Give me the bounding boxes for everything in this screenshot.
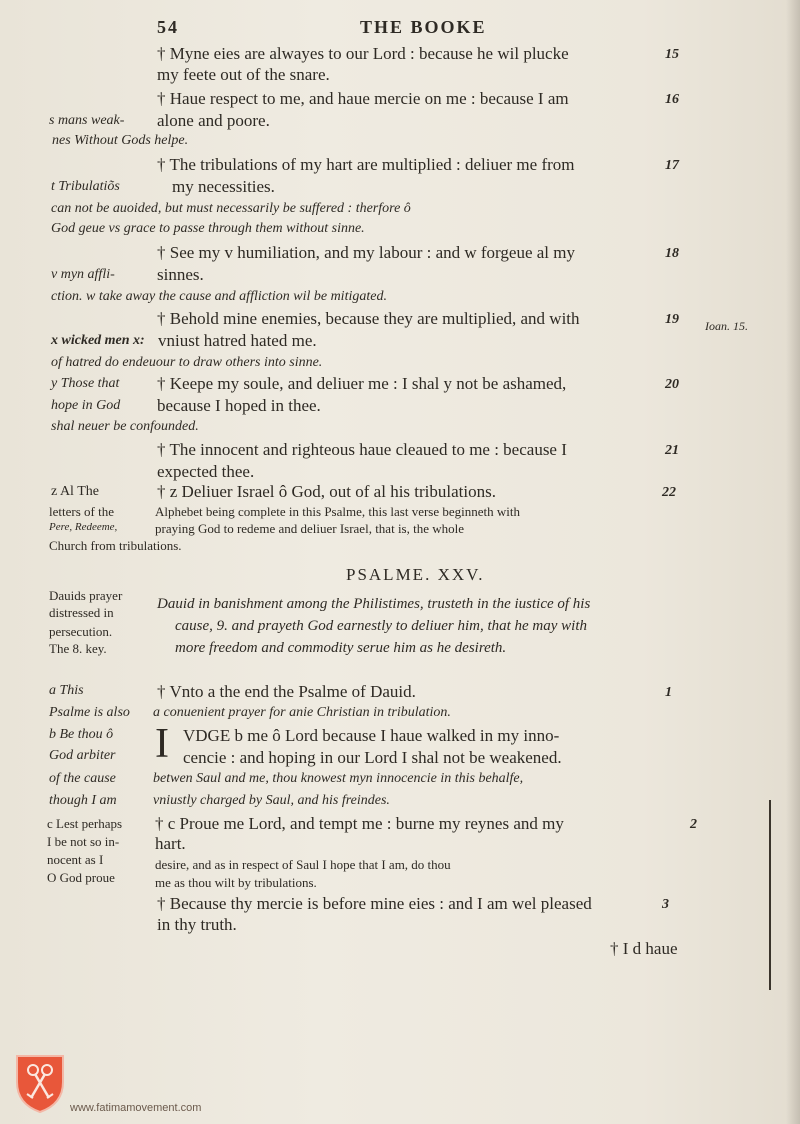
margin-gloss: x wicked men x: (51, 333, 145, 348)
verse-number: 2 (690, 817, 697, 832)
verse-line: vniust hatred hated me. (158, 331, 317, 350)
margin-gloss: of hatred do endeuour to draw others into sinne. (51, 355, 323, 370)
margin-gloss: a This (49, 683, 84, 698)
psalm-argument: more freedom and commodity serue him as he desireth. (175, 640, 507, 656)
margin-gloss: shal neuer be confounded. (51, 419, 199, 434)
margin-gloss: God arbiter (49, 748, 116, 763)
margin-gloss: letters of the (49, 504, 114, 519)
margin-gloss: I be not so in- (47, 834, 120, 849)
verse-line: expected thee. (157, 462, 255, 481)
margin-gloss: hope in God (51, 398, 121, 413)
argument-label: Dauids prayer (49, 588, 123, 603)
footer-url[interactable]: www.fatimamovement.com (70, 1102, 202, 1114)
margin-gloss: b Be thou ô (49, 727, 114, 742)
verse-number: 17 (665, 158, 679, 173)
gloss-continuation: a conuenient prayer for anie Christian in tribulation. (153, 705, 451, 720)
verse-line: because I hoped in thee. (157, 396, 321, 415)
verse-line: my feete out of the snare. (157, 65, 330, 84)
side-reference: Ioan. 15. (705, 319, 748, 333)
running-title: THE BOOKE (360, 17, 487, 37)
gloss-continuation: desire, and as in respect of Saul I hope that I am, do thou (155, 857, 451, 872)
gloss-continuation: me as thou wilt by tribulations. (155, 875, 317, 890)
verse-line: sinnes. (157, 265, 204, 284)
verse-number: 19 (665, 312, 679, 327)
drop-capital: I (155, 721, 169, 767)
verse-line: hart. (155, 834, 186, 853)
page-number: 54 (157, 17, 179, 37)
margin-gloss: s mans weak- (49, 113, 125, 128)
margin-gloss: Pere, Redeeme, (49, 521, 118, 533)
psalm-argument: cause, 9. and prayeth God earnestly to deliuer him, that he may with (175, 618, 588, 634)
fatima-movement-logo (13, 1052, 67, 1114)
verse-line: alone and poore. (157, 111, 270, 130)
argument-label: persecution. (49, 624, 113, 639)
argument-label: distressed in (49, 605, 114, 620)
verse-line: † Myne eies are alwayes to our Lord : because he wil plucke (157, 44, 569, 63)
verse-line: † Haue respect to me, and haue mercie on me : because I am (157, 89, 569, 108)
verse-number: 3 (662, 897, 669, 912)
margin-gloss: v myn affli- (51, 267, 115, 282)
verse-line: † z Deliuer Israel ô God, out of al his tribulations. (157, 482, 496, 501)
margin-gloss: O God proue (47, 870, 115, 885)
margin-gloss: can not be auoided, but must necessarily be suffered : therfore ô (51, 201, 411, 216)
verse-line: † Keepe my soule, and deliuer me : I shal y not be ashamed, (157, 374, 567, 393)
margin-gloss: nes Without Gods helpe. (52, 133, 189, 148)
verse-line: in thy truth. (157, 915, 237, 934)
verse-line: † The tribulations of my hart are multiplied : deliuer me from (157, 155, 575, 174)
verse-line: cencie : and hoping in our Lord I shal not be weakened. (183, 748, 562, 767)
verse-number: 16 (665, 92, 679, 107)
verse-line: † c Proue me Lord, and tempt me : burne my reynes and my (155, 814, 564, 833)
verse-line: † Behold mine enemies, because they are multiplied, and with (157, 309, 580, 328)
verse-number: 22 (662, 485, 676, 500)
verse-line: my necessities. (172, 177, 275, 196)
catchword: † I d haue (610, 939, 678, 958)
margin-gloss: z Al The (51, 484, 99, 499)
argument-label: The 8. key. (49, 641, 107, 656)
verse-line: † See my v humiliation, and my labour : and w forgeue al my (157, 243, 575, 262)
verse-number: 18 (665, 246, 679, 261)
margin-gloss: Psalme is also (49, 705, 130, 720)
margin-gloss: of the cause (49, 771, 116, 786)
gloss-continuation: betwen Saul and me, thou knowest myn innocencie in this behalfe, (153, 771, 524, 786)
gloss-continuation: Alphebet being complete in this Psalme, this last verse beginneth with (155, 504, 521, 519)
verse-number: 1 (665, 685, 672, 700)
margin-gloss: c Lest perhaps (47, 816, 123, 831)
page-edge-rule (769, 800, 771, 990)
margin-gloss: ction. w take away the cause and affliction wil be mitigated. (51, 289, 387, 304)
gloss-continuation: praying God to redeme and deliuer Israel, that is, the whole (155, 521, 465, 536)
margin-gloss: nocent as I (47, 852, 104, 867)
verse-number: 15 (665, 47, 679, 62)
margin-gloss: God geue vs grace to passe through them without sinne. (51, 221, 365, 236)
margin-gloss: y Those that (51, 376, 120, 391)
psalm-argument: Dauid in banishment among the Philistimes, trusteth in the iustice of his (157, 596, 591, 612)
verse-line: † Vnto a the end the Psalme of Dauid. (157, 682, 416, 701)
margin-gloss: t Tribulatiõs (51, 179, 120, 194)
psalm-title: PSALME. XXV. (346, 565, 485, 584)
margin-gloss: though I am (49, 793, 117, 808)
verse-line: † Because thy mercie is before mine eies : and I am wel pleased (157, 894, 592, 913)
gloss-continuation: vniustly charged by Saul, and his freindes. (153, 793, 390, 808)
verse-number: 21 (665, 443, 679, 458)
margin-gloss: Church from tribulations. (49, 538, 182, 553)
verse-number: 20 (665, 377, 679, 392)
verse-line: VDGE b me ô Lord because I haue walked in my inno- (183, 726, 560, 745)
verse-line: † The innocent and righteous haue cleaued to me : because I (157, 440, 567, 459)
